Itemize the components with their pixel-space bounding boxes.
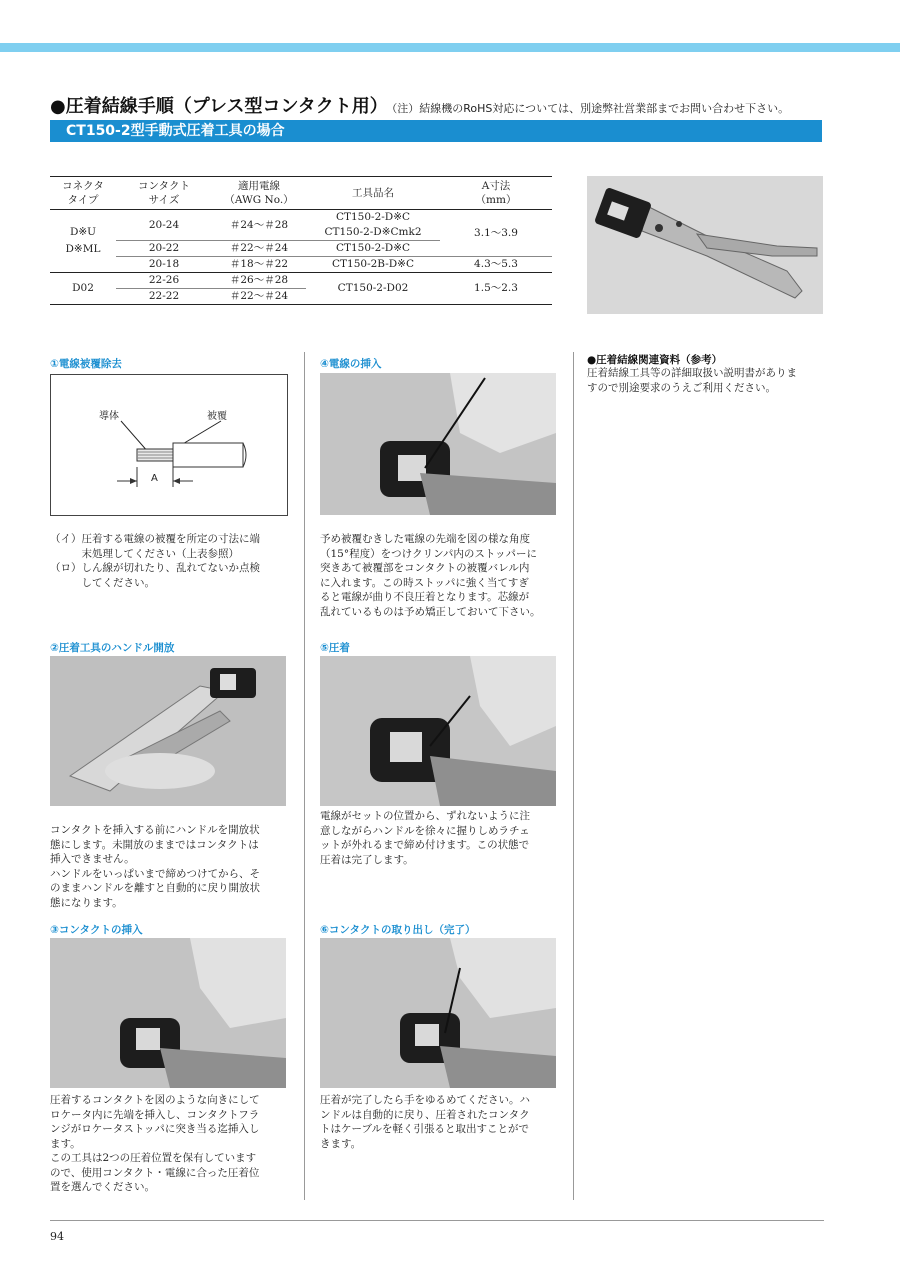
reference-title: ●圧着結線関連資料（参考） — [587, 354, 723, 366]
col-header-contact-size: コンタクト サイズ — [116, 177, 212, 210]
step-3-text: 圧着するコンタクトを図のような向きにして ロケータ内に先端を挿入し、コンタクトフラ ンジがロケータストッパに突き当る迄挿入し ます。 この工具は2つの圧着位置を保有しています ので、使用コンタクト・電線に合った圧着位 置を選んでください。 — [50, 1094, 260, 1193]
cell-tool: CT150-2-D※C — [335, 211, 411, 223]
section-banner — [50, 120, 822, 142]
column-divider — [304, 352, 305, 1200]
table-header-row — [50, 177, 552, 210]
cell-tool: CT150-2-D※Cmk2 — [306, 225, 440, 241]
cell-tool: CT150-2B-D※C — [331, 258, 415, 270]
wire-drawing — [51, 375, 287, 515]
table-row — [50, 210, 552, 226]
footer-rule — [50, 1220, 824, 1221]
cell-type: D02 — [50, 273, 116, 305]
cell-tool: CT150-2-D02 — [306, 273, 440, 305]
cell-awg: ＃24～＃28 — [212, 210, 306, 241]
header — [50, 92, 850, 118]
table-row — [50, 273, 552, 289]
col-header-a-dim: A寸法 （mm） — [440, 177, 552, 210]
col-header-tool: 工具品名 — [306, 177, 440, 210]
cell-size: 22-22 — [116, 289, 212, 305]
step-6-photo — [320, 938, 556, 1088]
step-3-title: ③コンタクトの挿入 — [50, 924, 143, 936]
cell-size: 20-22 — [116, 241, 212, 257]
step-4-text: 予め被覆むきした電線の先端を図の様な角度 （15°程度）をつけクリンパ内のストッパーに 突きあて被覆部をコンタクトの被覆バレル内 に入れます。この時ストッパに強く当てすぎ ると電線が曲り不良圧着となります。芯線が 乱れているものは予め矯正しておいて下さい。 — [320, 533, 541, 618]
col-header-connector-type: コネクタ タイプ — [50, 177, 116, 210]
step-1-text: （イ）圧着する電線の被覆を所定の寸法に端 末処理してください（上表参照） （ロ）しん線が切れたり、乱れてないか点検 してください。 — [50, 533, 260, 589]
cell-dim: 3.1～3.9 — [440, 210, 552, 257]
step-4-title: ④電線の挿入 — [320, 358, 382, 370]
cell-size: 20-18 — [148, 258, 180, 270]
crimp-tool-photo — [587, 176, 823, 314]
reference-text: 圧着結線工具等の詳細取扱い説明書がありま すので別途要求のうえご利用ください。 — [587, 367, 797, 394]
cell-awg: ＃26～＃28 — [212, 273, 306, 289]
cell-awg: ＃18～＃22 — [229, 258, 289, 270]
step-5-title: ⑤圧着 — [320, 642, 350, 654]
cell-awg: ＃22～＃24 — [212, 241, 306, 257]
tool-spec-table — [50, 176, 552, 305]
step-5-text: 電線がセットの位置から、ずれないように注 意しながらハンドルを徐々に握りしめラチェ ットが外れるまで締め付けます。この状態で 圧着は完了します。 — [320, 810, 530, 866]
a-dimension-label: A — [151, 473, 158, 484]
column-divider — [573, 352, 574, 1200]
page-number: 94 — [50, 1230, 64, 1243]
step-2-text: コンタクトを挿入する前にハンドルを開放状 態にします。未開放のままではコンタクトは 挿入できません。 ハンドルをいっぱいまで締めつけてから、そ のままハンドルを離すと自動的に戻り開放状 態になります。 — [50, 824, 260, 909]
cell-awg: ＃22～＃24 — [212, 289, 306, 305]
step-4-photo — [320, 373, 556, 515]
step-1-title: ①電線被覆除去 — [50, 358, 122, 370]
page-title: ●圧着結線手順（プレス型コンタクト用） — [50, 96, 388, 117]
step-6-title: ⑥コンタクトの取り出し（完了） — [320, 924, 476, 936]
conductor-label: 導体 — [99, 411, 119, 422]
insulation-label: 被覆 — [207, 411, 227, 422]
cell-dim: 4.3～5.3 — [474, 258, 518, 270]
table-row — [50, 257, 552, 273]
section-banner-label: CT150-2型手動式圧着工具の場合 — [66, 123, 285, 139]
top-accent-bar — [0, 43, 900, 52]
step-2-title: ②圧着工具のハンドル開放 — [50, 642, 175, 654]
step-6-text: 圧着が完了したら手をゆるめてください。ハ ンドルは自動的に戻り、圧着されたコンタク トはケーブルを軽く引張ると取出すことがで きます。 — [320, 1094, 530, 1150]
step-2-photo — [50, 656, 286, 806]
header-note: （注）結線機のRoHS対応については、別途弊社営業部までお問い合わせ下さい。 — [391, 102, 790, 115]
cell-dim: 1.5～2.3 — [440, 273, 552, 305]
cell-size: 20-24 — [116, 210, 212, 241]
col-header-wire: 適用電線 （AWG No.） — [212, 177, 306, 210]
cell-type: D※U D※ML — [65, 226, 101, 255]
cell-tool: CT150-2-D※C — [306, 241, 440, 257]
wire-strip-diagram — [50, 374, 288, 516]
step-3-photo — [50, 938, 286, 1088]
cell-size: 22-26 — [116, 273, 212, 289]
step-5-photo — [320, 656, 556, 806]
